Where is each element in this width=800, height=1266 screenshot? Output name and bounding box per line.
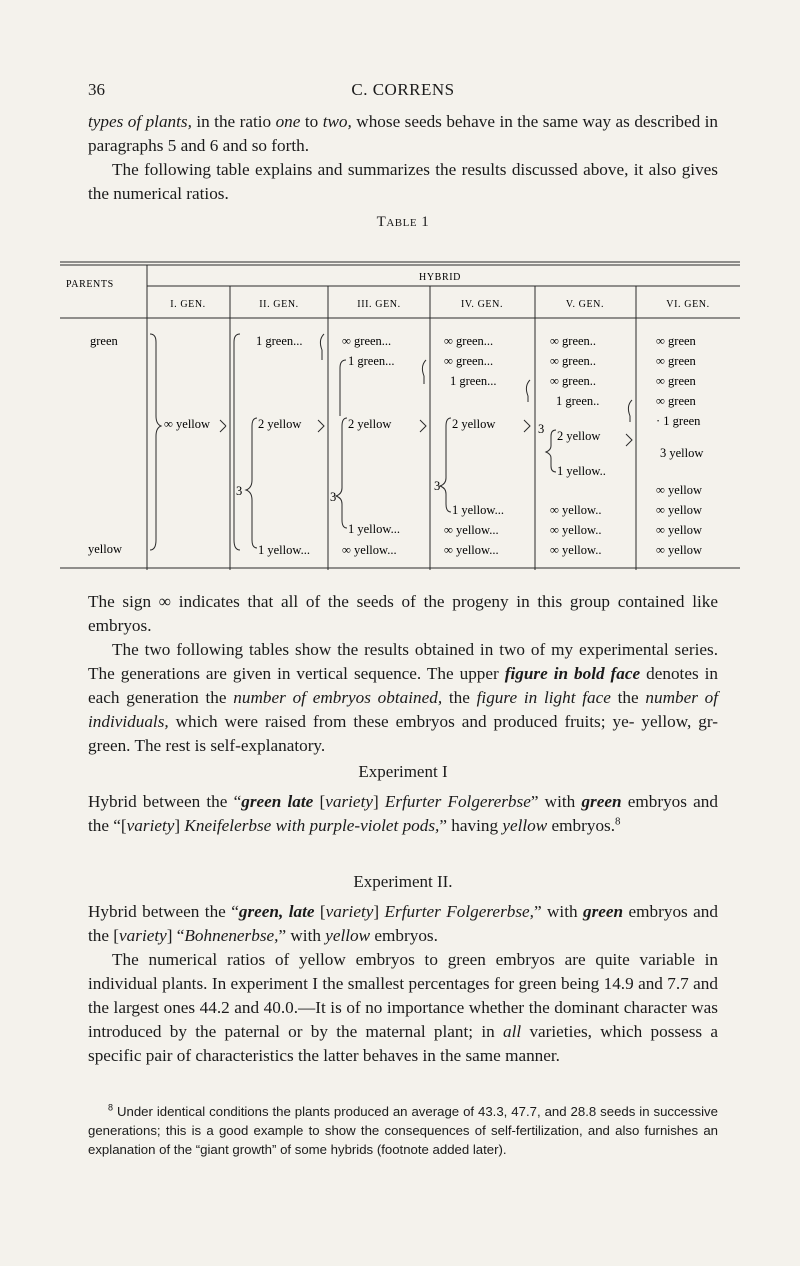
brace-left	[150, 334, 161, 550]
text: embryos and the “[	[88, 792, 718, 835]
gen3-inner-brace	[336, 418, 347, 528]
text-italic: number of embryos obtained,	[233, 688, 443, 707]
text: ” having	[439, 816, 503, 835]
text: Hybrid between the “	[88, 792, 242, 811]
text: in the ratio	[191, 112, 276, 131]
text-italic: Kneifelerbse with purple-violet pods,	[184, 816, 440, 835]
text: whose seeds behave in the same way as described in paragraphs 5 and 6 and so forth.	[88, 112, 718, 155]
footnote-mark: 8	[108, 1102, 114, 1113]
gen4-yellow2: 2 yellow	[452, 417, 496, 431]
gen-header-3: III. GEN.	[357, 299, 401, 310]
gen2-top-bracket	[320, 334, 324, 360]
text-bold-italic: green, late	[238, 902, 315, 921]
gen5-green-inf3: ∞ green..	[550, 374, 597, 388]
text: embryos.	[370, 926, 438, 945]
text-italic: one	[275, 112, 301, 131]
gen3-yellow2: 2 yellow	[348, 417, 392, 431]
text: ” with	[278, 926, 326, 945]
gen4-yellow-inf1: ∞ yellow...	[444, 523, 499, 537]
gen4-yellow1: 1 yellow...	[452, 503, 504, 517]
gen5-green-inf1: ∞ green..	[550, 334, 597, 348]
gen3-brace-top	[340, 360, 346, 416]
gen6-yellow-inf3: ∞ yellow	[656, 523, 703, 537]
gen4-three: 3	[434, 479, 441, 493]
parents-header: PARENTS	[66, 279, 114, 290]
gen4-top-bracket	[526, 380, 530, 402]
text-italic: figure in light face	[476, 688, 611, 707]
experiment-2-title: Experiment II.	[353, 872, 453, 891]
gen5-yellow-inf1: ∞ yellow..	[550, 503, 602, 517]
running-title: C. CORRENS	[351, 80, 455, 99]
gen5-inner-brace	[546, 430, 556, 472]
paragraph-ratios	[88, 948, 718, 1068]
gen4-green-inf2: ∞ green...	[444, 354, 494, 368]
parent-green: green	[90, 334, 118, 348]
gen4-right-bracket	[524, 420, 530, 432]
paragraph-table-intro: The following table explains and summarizes the results discussed above, it also gives the numerical ratios.	[88, 160, 718, 203]
gen6-green-inf3: ∞ green	[656, 374, 696, 388]
gen4-green1: 1 green...	[450, 374, 497, 388]
gen6-green-inf4: ∞ green	[656, 394, 696, 408]
gen5-yellow-inf3: ∞ yellow..	[550, 543, 602, 557]
text: the	[610, 688, 646, 707]
gen3-three: 3	[330, 490, 337, 504]
gen6-yellow-inf4: ∞ yellow	[656, 543, 703, 557]
gen1-bracket	[220, 420, 226, 432]
text-italic: yellow	[325, 926, 371, 945]
text: the	[442, 688, 477, 707]
text: ]	[373, 902, 385, 921]
gen5-yellow-inf2: ∞ yellow..	[550, 523, 602, 537]
text: which were raised from these embryos and produced fruits; ye- yellow, gr- green. The rest is self-explanatory.	[88, 712, 718, 755]
experiment-1-text	[88, 790, 718, 838]
table-caption: Table 1	[376, 214, 430, 230]
gen5-yellow1: 1 yellow..	[557, 464, 606, 478]
text-italic: number of individuals,	[88, 688, 719, 731]
text: [	[314, 902, 326, 921]
text-italic: Bohnenerbse,	[184, 926, 279, 945]
text-bold-italic: green late	[241, 792, 314, 811]
gen-header-2: II. GEN.	[259, 299, 299, 310]
text-italic: variety	[126, 816, 175, 835]
page-header	[88, 80, 718, 104]
parent-yellow: yellow	[88, 542, 123, 556]
text: [	[313, 792, 326, 811]
gen6-green1: · 1 green	[656, 414, 701, 428]
text: varieties, which possess a specific pair of characteristics the latter behaves in the same manner.	[88, 1022, 719, 1065]
gen2-green: 1 green...	[256, 334, 303, 348]
gen-header-1: I. GEN.	[170, 299, 206, 310]
text-bold-italic: figure in bold face	[504, 664, 641, 683]
footnote-text: Under identical conditions the plants produced an average of 43.3, 47.7, and 28.8 seeds in successive generations; this is a good example to show the consequences of self-fertilization, and also furnishes an explanation of the “giant growth” of some hybrids (footnote added later).	[88, 1104, 718, 1157]
gen3-right-bracket	[420, 420, 426, 432]
gen4-yellow-inf2: ∞ yellow...	[444, 543, 499, 557]
paragraph-tables-explained	[88, 638, 718, 758]
gen-header-6: VI. GEN.	[666, 299, 710, 310]
text: ” with	[530, 792, 582, 811]
text-italic: two,	[322, 112, 352, 131]
text: ]	[372, 792, 385, 811]
gen5-yellow2: 2 yellow	[557, 429, 601, 443]
footnote-8	[88, 1102, 718, 1159]
text-bold-italic: green	[581, 792, 622, 811]
text: to	[300, 112, 323, 131]
footnote-ref[interactable]: 8	[615, 815, 621, 828]
gen4-green-inf1: ∞ green...	[444, 334, 494, 348]
gen4-inner-brace	[440, 418, 451, 512]
gen3-yellow1: 1 yellow...	[348, 522, 400, 536]
gen5-top-bracket	[628, 400, 632, 422]
gen6-yellow-inf2: ∞ yellow	[656, 503, 703, 517]
gen1-yellow: ∞ yellow	[164, 417, 211, 431]
text-italic: variety	[119, 926, 167, 945]
gen-header-4: IV. GEN.	[460, 299, 504, 310]
text-italic: variety	[325, 792, 373, 811]
gen5-right-bracket	[626, 434, 632, 446]
text-italic: Erfurter Folgererbse	[384, 792, 531, 811]
gen3-green1: 1 green...	[348, 354, 395, 368]
paragraph-intro	[88, 110, 718, 158]
text: ]	[174, 816, 185, 835]
text-bold-italic: green	[583, 902, 624, 921]
gen2-yellow1: 1 yellow...	[258, 543, 310, 557]
gen2-three: 3	[236, 484, 243, 498]
text-italic: Erfurter Folgererbse,	[384, 902, 534, 921]
text: denotes in each generation the	[88, 664, 718, 707]
table-1	[60, 250, 740, 570]
gen5-green1: 1 green..	[556, 394, 600, 408]
gen2-brace	[234, 334, 243, 550]
gen6-yellow-inf1: ∞ yellow	[656, 483, 703, 497]
gen6-yellow3: 3 yellow	[660, 446, 704, 460]
gen2-yellow2: 2 yellow	[258, 417, 302, 431]
gen5-green-inf2: ∞ green..	[550, 354, 597, 368]
text-italic: types of plants,	[88, 112, 192, 131]
page-number: 36	[88, 80, 105, 99]
gen3-yellow-inf: ∞ yellow...	[342, 543, 397, 557]
text: Hybrid between the “	[88, 902, 239, 921]
text-italic: yellow	[502, 816, 548, 835]
text: ] “	[166, 926, 185, 945]
gen3-top-bracket	[422, 360, 426, 384]
gen6-green-inf2: ∞ green	[656, 354, 696, 368]
gen5-three: 3	[538, 422, 545, 436]
hybrid-header: HYBRID	[419, 272, 461, 283]
gen2-right-bracket	[318, 420, 324, 432]
text: The two following tables show the results obtained in two of my experimental series. The generations are given in vertical sequence. The upper	[88, 640, 718, 683]
gen2-inner-brace	[246, 418, 257, 548]
gen6-green-inf1: ∞ green	[656, 334, 696, 348]
text: embryos.	[547, 816, 616, 835]
text-italic: all	[503, 1022, 522, 1041]
text: The numerical ratios of yellow embryos to green embryos are quite variable in individual plants. In experiment I the smallest percentages for green being 14.9 and 7.7 and the largest ones 44.2 and 40.0.—It is of no importance whether the dominant character was introduced by the paternal or by the maternal plant; in	[88, 950, 718, 1041]
text: ” with	[533, 902, 584, 921]
gen-header-5: V. GEN.	[565, 299, 605, 310]
text: embryos and the [	[88, 902, 718, 945]
paragraph-sign: The sign ∞ indicates that all of the seeds of the progeny in this group contained like embryos.	[88, 592, 718, 635]
text-italic: variety	[325, 902, 374, 921]
experiment-2-text	[88, 900, 718, 948]
experiment-1-title: Experiment I	[358, 762, 448, 781]
gen3-green-inf: ∞ green...	[342, 334, 392, 348]
